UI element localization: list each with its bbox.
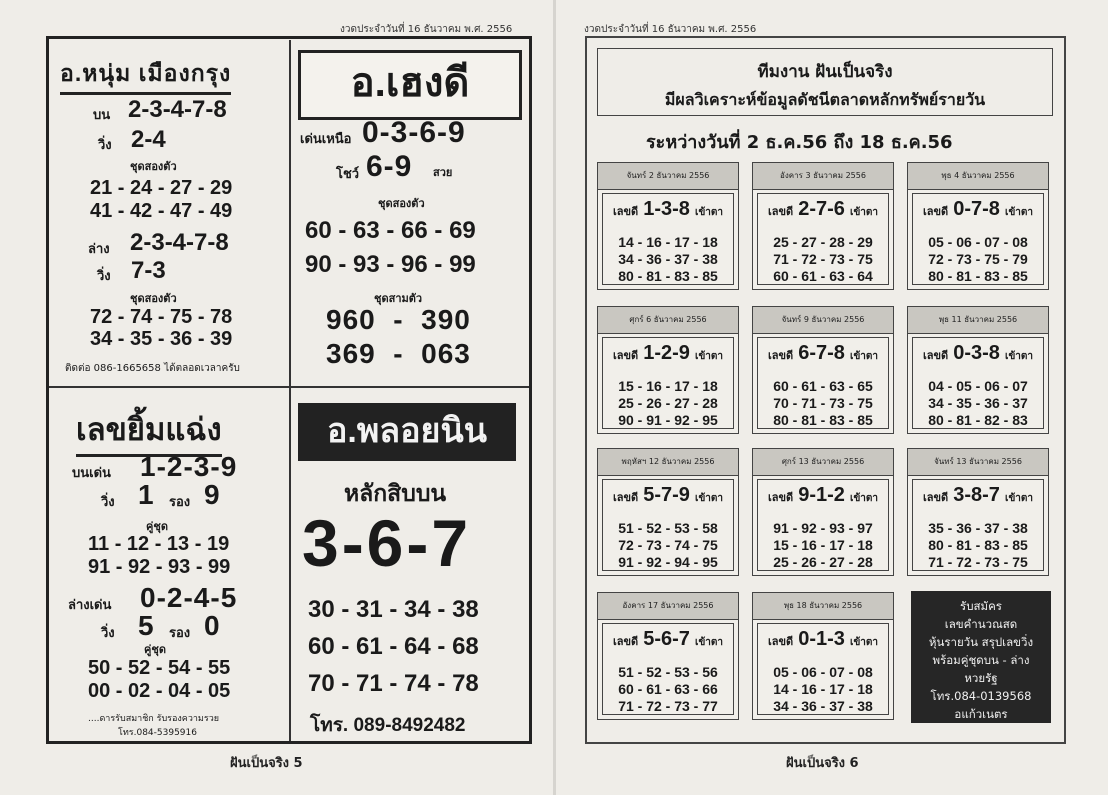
card-body	[757, 193, 889, 285]
label: ชุดสองตัว	[378, 197, 425, 210]
card-body	[757, 337, 889, 429]
card-date: อังคาร 17 ธันวาคม 2556	[598, 593, 738, 620]
ad-line: พร้อมคู่ชุดบน - ล่าง	[932, 653, 1030, 667]
card-body	[602, 337, 734, 429]
card-key-suffix: เข้าตา	[695, 637, 724, 648]
day-card	[907, 162, 1049, 290]
card-row: 90 - 91 - 92 - 95	[618, 412, 718, 428]
card-key-suffix: เข้าตา	[695, 493, 724, 504]
card-row: 72 - 73 - 74 - 75	[618, 537, 718, 553]
card-row: 71 - 72 - 73 - 75	[773, 251, 873, 267]
value: 0-2-4-5	[140, 582, 238, 613]
card-key-value: 3-8-7	[953, 484, 1000, 506]
card-key-suffix: เข้าตา	[850, 351, 879, 362]
ad-line: รับสมัคร	[960, 599, 1002, 613]
value: 7-3	[131, 257, 166, 284]
day-card	[907, 306, 1049, 434]
value: 1-2-3-9	[140, 451, 238, 482]
card-key-label: เลขดี	[612, 635, 639, 648]
phone-text: โทร.084-5395916	[118, 728, 197, 738]
card-row: 15 - 16 - 17 - 18	[618, 378, 718, 394]
card-date: จันทร์ 2 ธันวาคม 2556	[598, 163, 738, 190]
label: เด่นเหนือ	[300, 132, 352, 147]
value: 72 - 74 - 75 - 78	[90, 306, 233, 328]
label: บน	[93, 108, 111, 123]
ad-line: โทร.084-0139568	[930, 689, 1032, 703]
value: 369 - 063	[326, 338, 471, 369]
card-key-value: 9-1-2	[798, 484, 845, 506]
card-row: 80 - 81 - 83 - 85	[618, 268, 718, 284]
card-date: ศุกร์ 6 ธันวาคม 2556	[598, 307, 738, 334]
panel-title: อ.เฮงดี	[298, 50, 522, 120]
card-body	[757, 479, 889, 571]
ad-line: หวยรัฐ	[964, 671, 998, 685]
card-row: 91 - 92 - 94 - 95	[618, 554, 718, 570]
card-row: 34 - 36 - 37 - 38	[618, 251, 718, 267]
label: โชว์	[336, 167, 360, 182]
card-key-label: เลขดี	[767, 491, 794, 504]
card-row: 25 - 26 - 27 - 28	[618, 395, 718, 411]
label: หลักสิบบน	[344, 481, 447, 507]
card-row: 60 - 61 - 63 - 65	[773, 378, 873, 394]
card-row: 34 - 36 - 37 - 38	[773, 698, 873, 714]
label: วิ่ง	[98, 138, 112, 153]
card-date: จันทร์ 13 ธันวาคม 2556	[908, 449, 1048, 476]
value: 2-4	[131, 126, 166, 153]
panel-title: อ.พลอยนิน	[298, 403, 516, 461]
card-row: 51 - 52 - 53 - 58	[618, 520, 718, 536]
card-row: 80 - 81 - 83 - 85	[773, 412, 873, 428]
card-key-suffix: เข้าตา	[850, 493, 879, 504]
label: วิ่ง	[101, 626, 115, 641]
label: ล่าง	[88, 242, 110, 257]
card-key-value: 6-7-8	[798, 342, 845, 364]
value: 34 - 35 - 36 - 39	[90, 328, 233, 350]
card-row: 25 - 27 - 28 - 29	[773, 234, 873, 250]
label: ชุดสองตัว	[130, 160, 177, 173]
card-row: 80 - 81 - 83 - 85	[928, 268, 1028, 284]
value: 11 - 12 - 13 - 19	[88, 533, 230, 555]
card-key	[603, 198, 733, 221]
card-date: จันทร์ 9 ธันวาคม 2556	[753, 307, 893, 334]
card-key-suffix: เข้าตา	[1005, 493, 1034, 504]
card-date: พุธ 4 ธันวาคม 2556	[908, 163, 1048, 190]
value: 2-3-4-7-8	[128, 96, 227, 123]
ad-line: เลขคำนวณสด	[944, 617, 1018, 631]
label: บนเด่น	[72, 466, 111, 481]
card-key-label: เลขดี	[922, 205, 949, 218]
card-row: 71 - 72 - 73 - 75	[928, 554, 1028, 570]
day-card	[907, 448, 1049, 576]
card-row: 51 - 52 - 53 - 56	[618, 664, 718, 680]
card-row: 14 - 16 - 17 - 18	[773, 681, 873, 697]
right-page-footer: ฝันเป็นจริง 6	[786, 756, 859, 771]
day-card	[752, 448, 894, 576]
card-key	[913, 198, 1043, 221]
card-key-value: 1-2-9	[643, 342, 690, 364]
divider	[289, 40, 291, 388]
card-row: 71 - 72 - 73 - 77	[618, 698, 718, 714]
title-line: มีผลวิเคราะห์ข้อมูลดัชนีตลาดหลักทรัพย์รายวัน	[664, 90, 986, 109]
value: 2-3-4-7-8	[130, 229, 229, 256]
card-body	[757, 623, 889, 715]
card-row: 80 - 81 - 83 - 85	[928, 537, 1028, 553]
card-key	[913, 484, 1043, 507]
card-key-value: 5-7-9	[643, 484, 690, 506]
value: 5	[138, 610, 155, 641]
value: 50 - 52 - 54 - 55	[88, 657, 231, 679]
card-key-suffix: เข้าตา	[1005, 351, 1034, 362]
label: ชุดสองตัว	[130, 292, 177, 305]
card-key-suffix: เข้าตา	[850, 637, 879, 648]
card-row: 91 - 92 - 93 - 97	[773, 520, 873, 536]
label: คู่ชุด	[144, 643, 166, 656]
label: ชุดสามตัว	[374, 292, 423, 305]
card-key-suffix: เข้าตา	[850, 207, 879, 218]
phone-text: โทร. 089-8492482	[310, 715, 466, 736]
title-line: ทีมงาน ฝันเป็นจริง	[757, 62, 893, 82]
card-key	[758, 198, 888, 221]
value: 960 - 390	[326, 304, 471, 335]
card-key-value: 0-3-8	[953, 342, 1000, 364]
card-body	[602, 623, 734, 715]
card-body	[912, 337, 1044, 429]
card-row: 34 - 35 - 36 - 37	[928, 395, 1028, 411]
card-key-value: 1-3-8	[643, 198, 690, 220]
day-card	[597, 306, 739, 434]
left-page-header: งวดประจำวันที่ 16 ธันวาคม พ.ศ. 2556	[340, 24, 513, 35]
card-row: 05 - 06 - 07 - 08	[773, 664, 873, 680]
period-text: ระหว่างวันที่ 2 ธ.ค.56 ถึง 18 ธ.ค.56	[646, 132, 953, 153]
card-row: 14 - 16 - 17 - 18	[618, 234, 718, 250]
day-card	[752, 306, 894, 434]
day-card	[752, 162, 894, 290]
card-row: 70 - 71 - 73 - 75	[773, 395, 873, 411]
card-key-label: เลขดี	[767, 635, 794, 648]
contact-text: ติดต่อ 086-1665658 ได้ตลอดเวลาครับ	[65, 363, 240, 374]
card-key	[913, 342, 1043, 365]
card-key-label: เลขดี	[612, 349, 639, 362]
card-body	[912, 479, 1044, 571]
card-row: 04 - 05 - 06 - 07	[928, 378, 1028, 394]
card-date: พุธ 18 ธันวาคม 2556	[753, 593, 893, 620]
label: รอง	[169, 626, 191, 641]
value: 21 - 24 - 27 - 29	[90, 177, 233, 199]
card-key-label: เลขดี	[612, 205, 639, 218]
card-key	[758, 484, 888, 507]
value: 60 - 63 - 66 - 69	[305, 217, 476, 244]
card-key-value: 0-7-8	[953, 198, 1000, 220]
card-body	[912, 193, 1044, 285]
ad-box	[911, 591, 1051, 723]
card-key-value: 0-1-3	[798, 628, 845, 650]
value: 91 - 92 - 93 - 99	[88, 556, 231, 578]
card-row: 35 - 36 - 37 - 38	[928, 520, 1028, 536]
value: 90 - 93 - 96 - 99	[305, 251, 476, 278]
value: 70 - 71 - 74 - 78	[308, 670, 479, 697]
right-page-header: งวดประจำวันที่ 16 ธันวาคม พ.ศ. 2556	[584, 24, 757, 35]
card-key-value: 2-7-6	[798, 198, 845, 220]
card-key-label: เลขดี	[922, 491, 949, 504]
analysis-title-box	[597, 48, 1053, 116]
value: 30 - 31 - 34 - 38	[308, 596, 479, 623]
ad-line: หุ้นรายวัน สรุปเลขวิ่ง	[928, 635, 1034, 649]
card-row: 15 - 16 - 17 - 18	[773, 537, 873, 553]
value: 3-6-7	[302, 506, 472, 580]
card-key-label: เลขดี	[612, 491, 639, 504]
card-key-label: เลขดี	[922, 349, 949, 362]
card-row: 25 - 26 - 27 - 28	[773, 554, 873, 570]
card-key-suffix: เข้าตา	[695, 207, 724, 218]
day-card	[597, 448, 739, 576]
value: 41 - 42 - 47 - 49	[90, 200, 233, 222]
card-row: 60 - 61 - 63 - 64	[773, 268, 873, 284]
day-card	[597, 592, 739, 720]
card-date: พฤหัสฯ 12 ธันวาคม 2556	[598, 449, 738, 476]
card-body	[602, 193, 734, 285]
card-row: 60 - 61 - 63 - 66	[618, 681, 718, 697]
note-text: ....ดารรับสมาชิก รับรองความรวย	[88, 714, 220, 724]
card-date: ศุกร์ 13 ธันวาคม 2556	[753, 449, 893, 476]
ad-line: อแก้วเนตร	[954, 707, 1008, 721]
card-key-label: เลขดี	[767, 205, 794, 218]
card-key	[603, 484, 733, 507]
divider	[49, 386, 529, 388]
card-key-label: เลขดี	[767, 349, 794, 362]
left-page-footer: ฝันเป็นจริง 5	[230, 756, 303, 771]
card-key-suffix: เข้าตา	[1005, 207, 1034, 218]
card-key-suffix: เข้าตา	[695, 351, 724, 362]
label: วิ่ง	[97, 269, 111, 284]
value: 0	[204, 610, 221, 641]
card-key-value: 5-6-7	[643, 628, 690, 650]
label: รอง	[169, 495, 191, 510]
panel-title: เลขยิ้มแฉ่ง	[76, 404, 222, 457]
value: 60 - 61 - 64 - 68	[308, 633, 479, 660]
label: วิ่ง	[101, 495, 115, 510]
card-date: พุธ 11 ธันวาคม 2556	[908, 307, 1048, 334]
label: ล่างเด่น	[68, 598, 112, 613]
label: สวย	[433, 166, 453, 179]
card-key	[758, 628, 888, 651]
card-date: อังคาร 3 ธันวาคม 2556	[753, 163, 893, 190]
value: 0-3-6-9	[362, 116, 466, 149]
day-card	[752, 592, 894, 720]
value: 1	[138, 479, 155, 510]
card-key	[603, 342, 733, 365]
panel-title: อ.หนุ่ม เมืองกรุง	[60, 56, 231, 95]
card-row: 80 - 81 - 82 - 83	[928, 412, 1028, 428]
card-row: 72 - 73 - 75 - 79	[928, 251, 1028, 267]
label: คู่ชุด	[146, 520, 168, 533]
card-row: 05 - 06 - 07 - 08	[928, 234, 1028, 250]
value: 9	[204, 479, 221, 510]
card-key	[603, 628, 733, 651]
divider	[289, 388, 291, 741]
card-key	[758, 342, 888, 365]
value: 00 - 02 - 04 - 05	[88, 680, 231, 702]
day-card	[597, 162, 739, 290]
value: 6-9	[366, 150, 413, 183]
card-body	[602, 479, 734, 571]
